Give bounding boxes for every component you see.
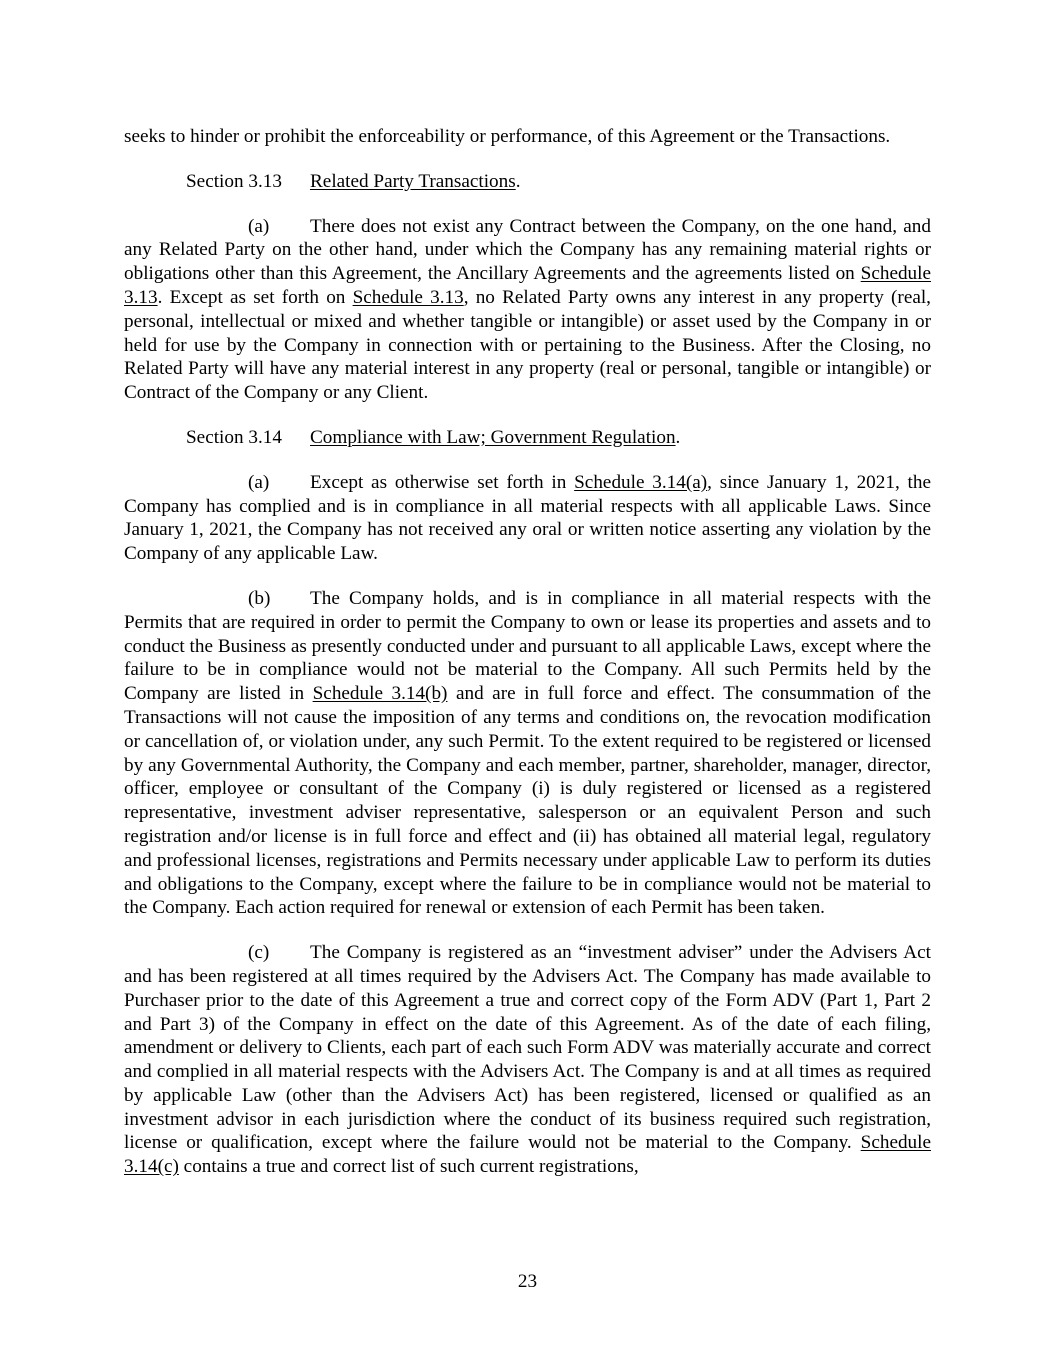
paragraph-marker: (c) xyxy=(248,942,270,964)
section-number: Section 3.14 xyxy=(186,426,282,448)
paragraph-text: , no Related Party owns any interest in any property (real, personal, intellectual or mixed and whether tangible or intangible) or asset used by the Company in or held for use by the Company in connection with or pertaining to the Business. After the Closing, no Related Party will have any material interest in any property (real or personal, tangible or intangible) or Contract of the Company or any Client. xyxy=(124,286,931,404)
document-body xyxy=(124,125,931,1179)
section-title: Compliance with Law; Government Regulation xyxy=(310,426,676,448)
schedule-reference: Schedule 3.13 xyxy=(124,263,931,308)
schedule-reference: Schedule 3.14(a) xyxy=(574,471,708,493)
paragraph-text: The Company is registered as an “investment adviser” under the Advisers Act and has been registered at all times required by the Advisers Act. The Company has made available to Purchaser prior to the date of this Agreement a true and correct copy of the Form ADV (Part 1, Part 2 and Part 3) of the Company in effect on the date of this Agreement. As of the date of each filing, amendment or delivery to Clients, each part of each such Form ADV was materially accurate and correct and complied in all material respects with the Advisers Act. The Company is and at all times as required by applicable Law (other than the Advisers Act) has been registered, licensed or qualified as an investment advisor in each jurisdiction where the conduct of its business required such registration, license or qualification, except where the failure would not be material to the Company. xyxy=(124,942,931,1154)
paragraph-text: . Except as set forth on xyxy=(157,286,353,308)
schedule-reference: Schedule 3.14(c) xyxy=(124,1132,931,1178)
heading-period: . xyxy=(515,170,521,192)
section-3-14-heading xyxy=(124,426,931,450)
paragraph-text: Except as otherwise set forth in xyxy=(310,471,575,493)
section-title: Related Party Transactions xyxy=(310,170,516,192)
schedule-reference: Schedule 3.14(b) xyxy=(312,683,448,705)
section-3-13-a-paragraph xyxy=(124,215,931,405)
paragraph-marker: (b) xyxy=(248,587,271,609)
paragraph-text: contains a true and correct list of such current registrations, xyxy=(178,1156,639,1178)
heading-period: . xyxy=(675,426,681,448)
schedule-reference: Schedule 3.13 xyxy=(352,286,464,308)
section-number: Section 3.13 xyxy=(186,170,282,192)
section-3-14-a-paragraph xyxy=(124,471,931,566)
paragraph-marker: (a) xyxy=(248,471,270,493)
page-number: 23 xyxy=(517,1271,538,1292)
section-3-14-b-paragraph xyxy=(124,587,931,920)
paragraph-text: and are in full force and effect. The consummation of the Transactions will not cause the imposition of any terms and conditions on, the revocation modification or cancellation of, or violation under, any such Permit. To the extent required to be registered or licensed by any Governmental Authority, the Company and each member, partner, shareholder, manager, director, officer, employee or consultant of the Company (i) is duly registered or licensed as a registered representative, investment adviser representative, salesperson or an equivalent Person and such registration and/or license is in full force and effect and (ii) has obtained all material legal, regulatory and professional licenses, registrations and Permits necessary under applicable Law to perform its duties and obligations to the Company, except where the failure to be in compliance would not be material to the Company. Each action required for renewal or extension of each Permit has been taken. xyxy=(124,683,931,919)
paragraph-text: The Company holds, and is in compliance in all material respects with the Permits that are required in order to permit the Company to own or lease its properties and assets and to conduct the Business as presently conducted under and pursuant to all applicable Laws, except where the failure to be in compliance would not be material to the Company. All such Permits held by the Company are listed in xyxy=(124,587,931,705)
paragraph-text: There does not exist any Contract between the Company, on the one hand, and any Related Party on the other hand, under which the Company has any remaining material rights or obligations other than this Agreement, the Ancillary Agreements and the agreements listed on xyxy=(124,215,931,285)
continuation-paragraph: seeks to hinder or prohibit the enforceability or performance, of this Agreement or the Transactions. xyxy=(124,126,891,147)
section-3-14-c-paragraph xyxy=(124,941,931,1179)
paragraph-marker: (a) xyxy=(248,215,270,237)
paragraph-text: , since January 1, 2021, the Company has complied and is in compliance in all material respects with all applicable Laws. Since January 1, 2021, the Company has not received any oral or written notice asserting any violation by the Company of any applicable Law. xyxy=(124,471,931,565)
section-3-13-heading xyxy=(124,170,931,194)
